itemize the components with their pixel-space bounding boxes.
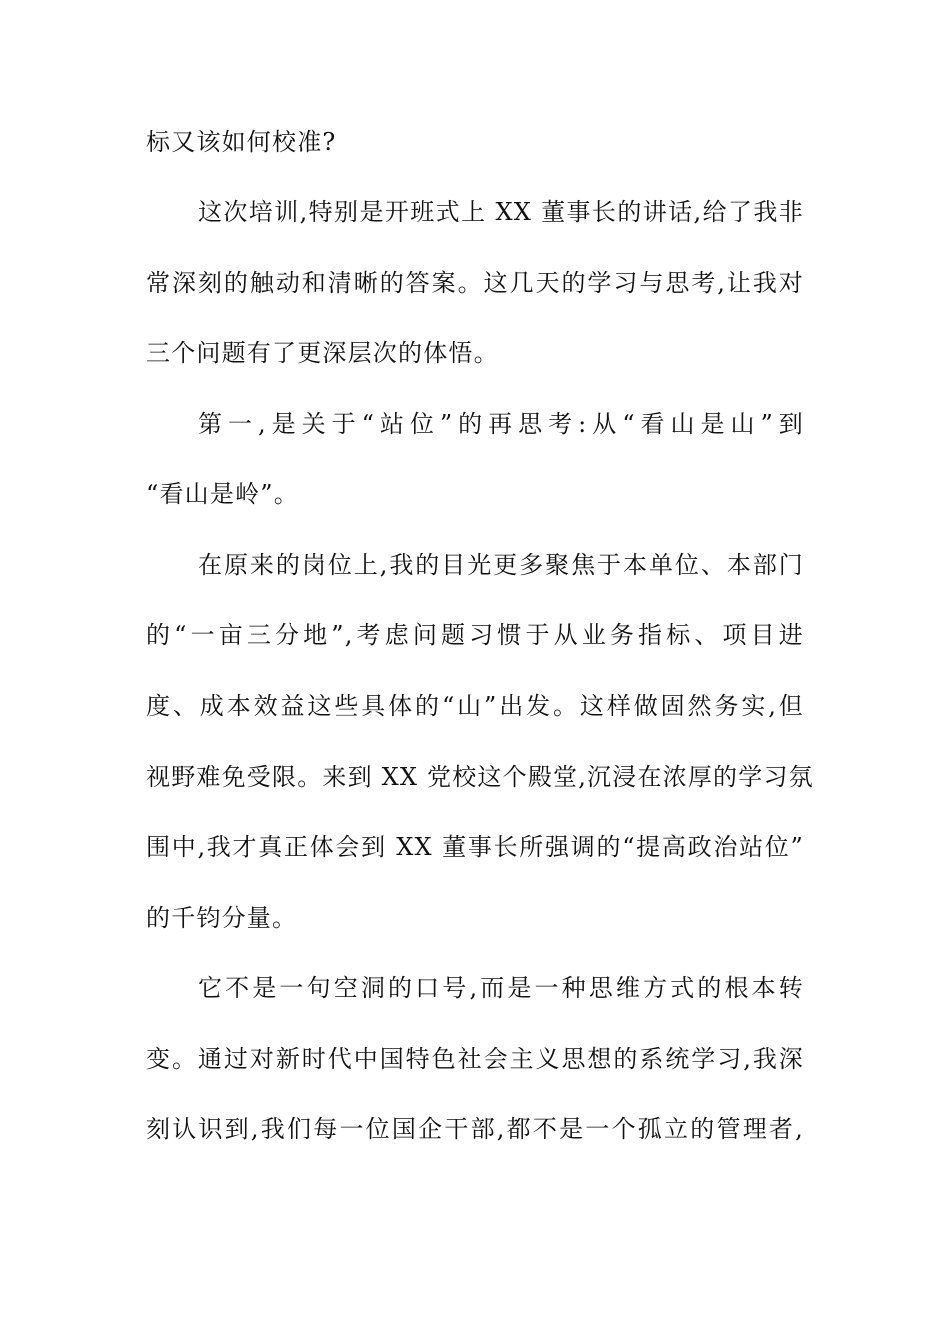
text-line: 标又该如何校准? [146, 128, 337, 156]
text-line: 围中,我才真正体会到 XX 董事长所强调的“提高政治站位” [146, 833, 804, 861]
text-line: 三个问题有了更深层次的体悟。 [146, 339, 499, 367]
text-line: 常深刻的触动和清晰的答案。这几天的学习与思考,让我对 [146, 269, 804, 297]
text-line: 视野难免受限。来到 XX 党校这个殿堂,沉浸在浓厚的学习氛 [146, 763, 814, 791]
paragraph-start-line: 在原来的岗位上,我的目光更多聚焦于本单位、本部门 [198, 551, 804, 579]
paragraph-start-line: 这次培训,特别是开班式上 XX 董事长的讲话,给了我非 [198, 198, 804, 226]
text-line: 度、成本效益这些具体的“山”出发。这样做固然务实,但 [146, 692, 804, 720]
text-line: 的“一亩三分地”,考虑问题习惯于从业务指标、项目进 [146, 621, 804, 649]
section-heading-line: 第一,是关于“站位”的再思考:从“看山是山”到 [198, 410, 804, 438]
text-line: 的千钧分量。 [146, 904, 298, 932]
paragraph-start-line: 它不是一句空洞的口号,而是一种思维方式的根本转 [198, 974, 804, 1002]
text-line: 刻认识到,我们每一位国企干部,都不是一个孤立的管理者, [146, 1115, 804, 1143]
text-line: 变。通过对新时代中国特色社会主义思想的系统学习,我深 [146, 1045, 804, 1073]
section-heading-line: “看山是岭”。 [146, 480, 299, 508]
